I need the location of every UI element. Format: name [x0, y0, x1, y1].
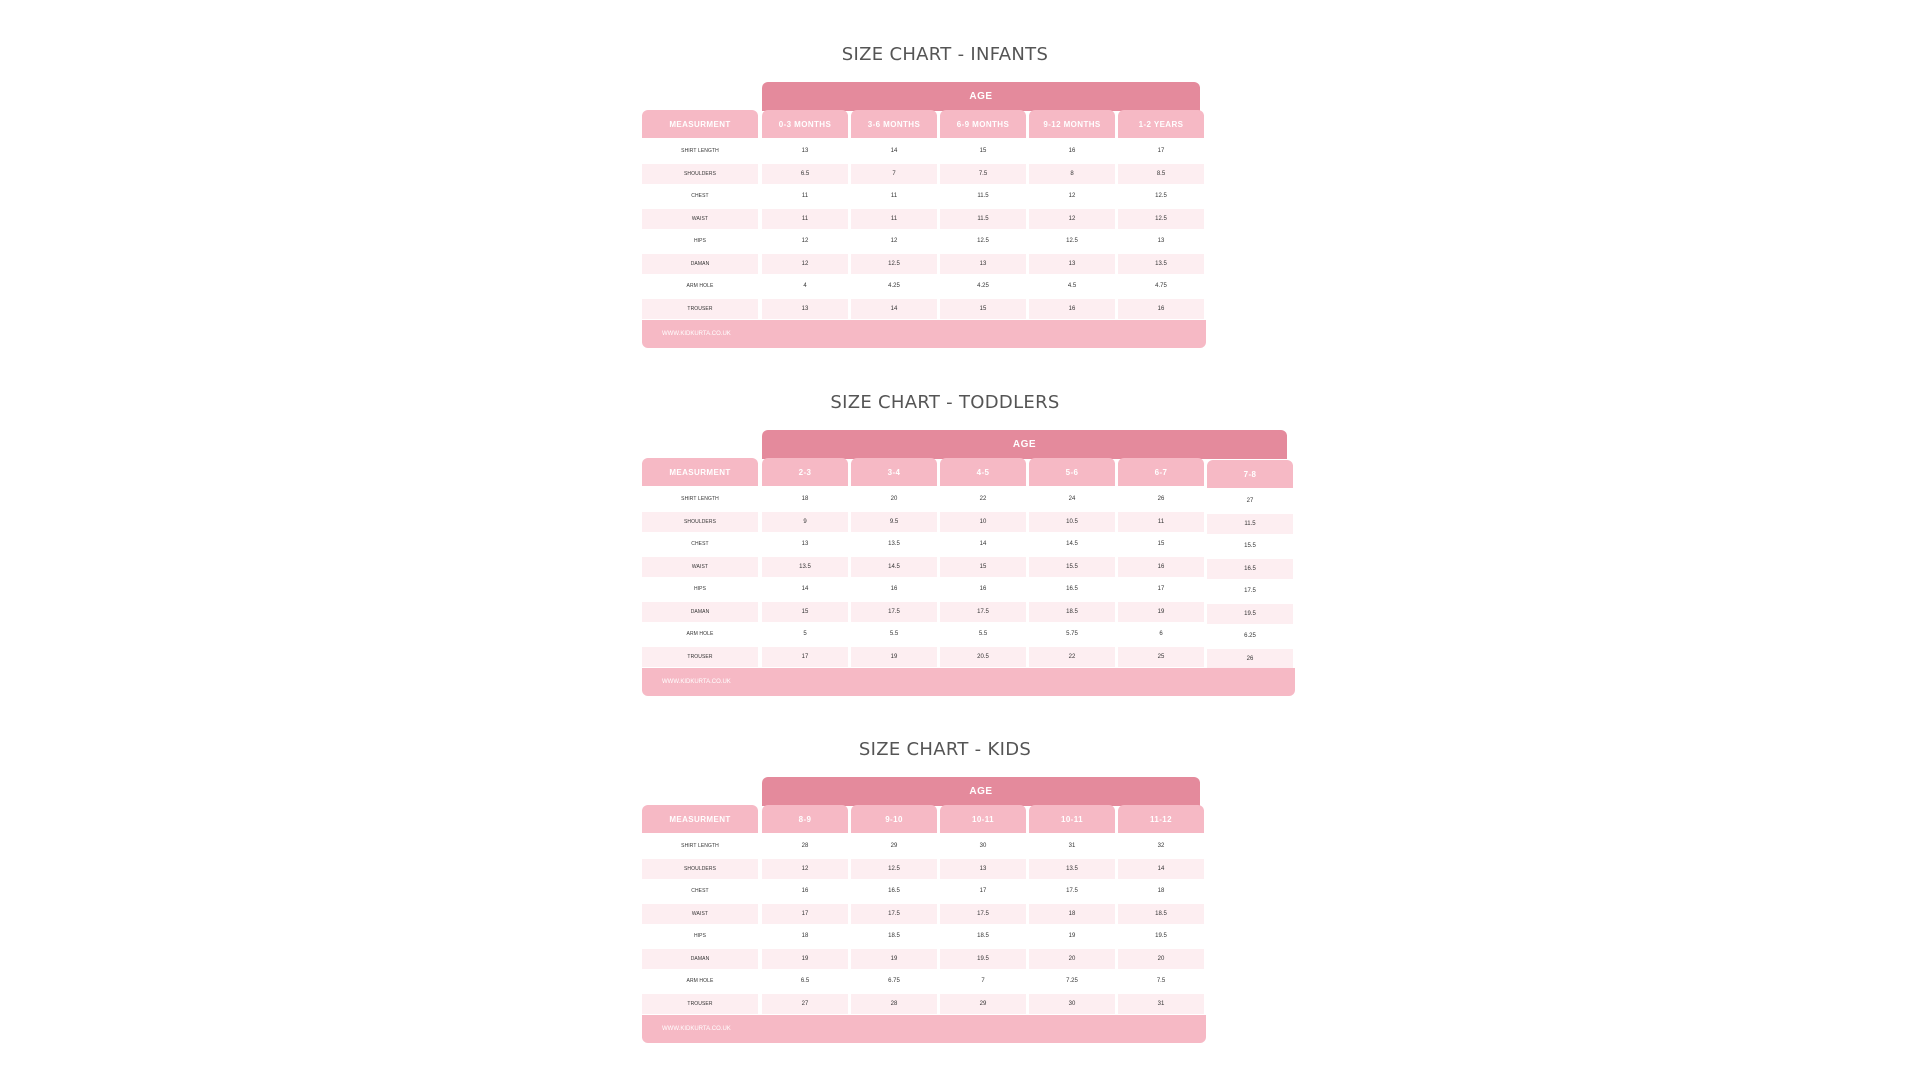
size-value: 9 [762, 512, 848, 532]
size-value: 13 [762, 299, 848, 319]
size-value: 11 [890, 193, 898, 199]
age-column-header: 8-9 [762, 805, 848, 833]
age-column-header: 4-5 [940, 458, 1026, 486]
size-value: 5.75 [1066, 631, 1078, 637]
size-value: 7.25 [1066, 978, 1078, 984]
size-value: 4.25 [888, 283, 900, 289]
size-value: 17.5 [1244, 588, 1256, 594]
size-value: 27 [1246, 498, 1254, 504]
size-value: 13 [940, 859, 1026, 879]
size-value: 12.5 [977, 238, 989, 244]
measurement-header: MEASURMENT [642, 458, 758, 486]
size-value: 14 [890, 148, 898, 154]
chart-title: SIZE CHART - KIDS [858, 739, 1032, 760]
age-column-header: 6-7 [1118, 458, 1204, 486]
age-header: AGE [762, 777, 1200, 806]
size-value: 4.25 [977, 283, 989, 289]
size-value: 20 [1118, 949, 1204, 969]
age-column-header: 5-6 [1029, 458, 1115, 486]
size-value: 27 [762, 994, 848, 1014]
size-value: 12 [762, 254, 848, 274]
size-value: 17 [1157, 586, 1165, 592]
size-value: 12 [1029, 209, 1115, 229]
size-value: 17 [762, 904, 848, 924]
size-value: 11.5 [1207, 514, 1293, 534]
size-value: 5.5 [978, 631, 988, 637]
size-value: 32 [1157, 843, 1165, 849]
size-value: 19 [1118, 602, 1204, 622]
measurement-header: MEASURMENT [642, 805, 758, 833]
size-value: 8 [1029, 164, 1115, 184]
size-value: 11.5 [940, 209, 1026, 229]
size-value: 30 [979, 843, 987, 849]
size-value: 25 [1118, 647, 1204, 667]
measurement-label: CHEST [691, 541, 709, 547]
measurement-label: HIPS [693, 933, 707, 939]
measurement-label: WAIST [642, 557, 758, 577]
measurement-label: ARM HOLE [686, 283, 714, 289]
age-column-header: 3-6 MONTHS [851, 110, 937, 138]
size-value: 4.75 [1155, 283, 1167, 289]
size-value: 6.75 [888, 978, 900, 984]
size-value: 31 [1118, 994, 1204, 1014]
size-value: 17.5 [940, 602, 1026, 622]
size-value: 13 [1157, 238, 1165, 244]
size-value: 13.5 [1029, 859, 1115, 879]
size-value: 18 [801, 933, 809, 939]
age-column-header: 9-10 [851, 805, 937, 833]
size-value: 16 [1068, 148, 1076, 154]
size-value: 11 [1118, 512, 1204, 532]
measurement-label: TROUSER [642, 994, 758, 1014]
size-value: 9.5 [851, 512, 937, 532]
size-value: 17 [1157, 148, 1165, 154]
age-header: AGE [762, 82, 1200, 111]
size-value: 18 [801, 496, 809, 502]
size-value: 17.5 [851, 602, 937, 622]
size-value: 7.5 [940, 164, 1026, 184]
website-footer: WWW.KIDKURTA.CO.UK [642, 1015, 1206, 1043]
measurement-label: WAIST [642, 904, 758, 924]
size-value: 19 [762, 949, 848, 969]
size-value: 14 [851, 299, 937, 319]
size-value: 13 [801, 541, 809, 547]
size-value: 16 [801, 888, 809, 894]
size-value: 13 [940, 254, 1026, 274]
size-value: 19 [851, 949, 937, 969]
size-value: 16 [890, 586, 898, 592]
size-value: 6.25 [1244, 633, 1256, 639]
size-value: 10.5 [1029, 512, 1115, 532]
size-value: 15 [940, 299, 1026, 319]
chart-title: SIZE CHART - INFANTS [841, 44, 1049, 65]
size-value: 4.5 [1067, 283, 1077, 289]
size-value: 18 [1157, 888, 1165, 894]
website-footer: WWW.KIDKURTA.CO.UK [642, 320, 1206, 348]
size-value: 19.5 [1207, 604, 1293, 624]
size-value: 13 [801, 148, 809, 154]
size-value: 18.5 [1118, 904, 1204, 924]
size-value: 16 [1118, 299, 1204, 319]
size-value: 14 [1118, 859, 1204, 879]
measurement-label: SHIRT LENGTH [681, 148, 719, 154]
measurement-label: WAIST [642, 209, 758, 229]
size-value: 15 [762, 602, 848, 622]
size-value: 31 [1068, 843, 1076, 849]
size-value: 15 [979, 148, 987, 154]
measurement-label: HIPS [693, 238, 707, 244]
size-value: 4 [803, 283, 807, 289]
size-value: 19.5 [1155, 933, 1167, 939]
measurement-label: DAMAN [642, 949, 758, 969]
size-value: 26 [1157, 496, 1165, 502]
size-value: 12.5 [851, 859, 937, 879]
size-value: 16.5 [888, 888, 900, 894]
size-value: 30 [1029, 994, 1115, 1014]
size-value: 6.5 [762, 164, 848, 184]
size-value: 17 [762, 647, 848, 667]
size-value: 24 [1068, 496, 1076, 502]
size-value: 12 [762, 859, 848, 879]
size-value: 17 [979, 888, 987, 894]
size-value: 22 [1029, 647, 1115, 667]
size-value: 29 [890, 843, 898, 849]
size-value: 12.5 [851, 254, 937, 274]
size-value: 16 [1029, 299, 1115, 319]
age-column-header: 3-4 [851, 458, 937, 486]
measurement-label: TROUSER [642, 299, 758, 319]
size-value: 7.5 [1156, 978, 1166, 984]
size-value: 20.5 [940, 647, 1026, 667]
size-value: 11 [762, 209, 848, 229]
measurement-label: SHIRT LENGTH [681, 843, 719, 849]
size-value: 20 [890, 496, 898, 502]
measurement-label: ARM HOLE [686, 978, 714, 984]
measurement-label: TROUSER [642, 647, 758, 667]
age-column-header: 2-3 [762, 458, 848, 486]
size-value: 17.5 [1066, 888, 1078, 894]
measurement-label: SHOULDERS [642, 859, 758, 879]
measurement-label: SHOULDERS [642, 512, 758, 532]
age-header: AGE [762, 430, 1287, 459]
size-value: 16 [1118, 557, 1204, 577]
size-value: 13.5 [1118, 254, 1204, 274]
size-value: 28 [851, 994, 937, 1014]
size-value: 8.5 [1118, 164, 1204, 184]
measurement-label: CHEST [691, 888, 709, 894]
size-value: 12 [801, 238, 809, 244]
size-value: 18.5 [1029, 602, 1115, 622]
size-value: 16.5 [1066, 586, 1078, 592]
size-value: 19 [1068, 933, 1076, 939]
measurement-header: MEASURMENT [642, 110, 758, 138]
size-value: 16 [979, 586, 987, 592]
size-value: 16.5 [1207, 559, 1293, 579]
age-column-header: 11-12 [1118, 805, 1204, 833]
size-value: 29 [940, 994, 1026, 1014]
size-value: 12.5 [1155, 193, 1167, 199]
size-value: 14.5 [1066, 541, 1078, 547]
measurement-label: HIPS [693, 586, 707, 592]
age-column-header: 7-8 [1207, 460, 1293, 488]
size-value: 5 [803, 631, 807, 637]
size-value: 11.5 [977, 193, 989, 199]
size-value: 14 [801, 586, 809, 592]
age-column-header: 0-3 MONTHS [762, 110, 848, 138]
size-value: 15 [940, 557, 1026, 577]
size-value: 11 [851, 209, 937, 229]
measurement-label: SHOULDERS [642, 164, 758, 184]
age-column-header: 1-2 YEARS [1118, 110, 1204, 138]
size-value: 12 [890, 238, 898, 244]
size-value: 15.5 [1029, 557, 1115, 577]
measurement-label: ARM HOLE [686, 631, 714, 637]
size-value: 17.5 [940, 904, 1026, 924]
size-value: 15.5 [1244, 543, 1256, 549]
size-value: 13.5 [762, 557, 848, 577]
size-value: 18 [1029, 904, 1115, 924]
measurement-label: SHIRT LENGTH [681, 496, 719, 502]
measurement-label: DAMAN [642, 602, 758, 622]
measurement-label: DAMAN [642, 254, 758, 274]
age-column-header: 9-12 MONTHS [1029, 110, 1115, 138]
size-value: 28 [801, 843, 809, 849]
size-value: 17.5 [851, 904, 937, 924]
size-value: 18.5 [977, 933, 989, 939]
size-value: 12 [1068, 193, 1076, 199]
website-footer: WWW.KIDKURTA.CO.UK [642, 668, 1295, 696]
size-value: 7 [851, 164, 937, 184]
size-value: 11 [801, 193, 809, 199]
chart-title: SIZE CHART - TODDLERS [830, 392, 1060, 413]
size-value: 26 [1207, 649, 1293, 669]
size-value: 13 [1029, 254, 1115, 274]
age-column-header: 10-11 [1029, 805, 1115, 833]
size-value: 19 [851, 647, 937, 667]
size-value: 10 [940, 512, 1026, 532]
size-value: 22 [979, 496, 987, 502]
size-value: 12.5 [1118, 209, 1204, 229]
size-value: 13.5 [888, 541, 900, 547]
size-value: 19.5 [940, 949, 1026, 969]
size-value: 12.5 [1066, 238, 1078, 244]
size-value: 20 [1029, 949, 1115, 969]
size-value: 14 [979, 541, 987, 547]
size-value: 6.5 [800, 978, 810, 984]
measurement-label: CHEST [691, 193, 709, 199]
size-value: 18.5 [888, 933, 900, 939]
size-value: 5.5 [889, 631, 899, 637]
age-column-header: 10-11 [940, 805, 1026, 833]
age-column-header: 6-9 MONTHS [940, 110, 1026, 138]
size-value: 15 [1157, 541, 1165, 547]
size-value: 6 [1159, 631, 1163, 637]
size-value: 7 [981, 978, 985, 984]
size-value: 14.5 [851, 557, 937, 577]
